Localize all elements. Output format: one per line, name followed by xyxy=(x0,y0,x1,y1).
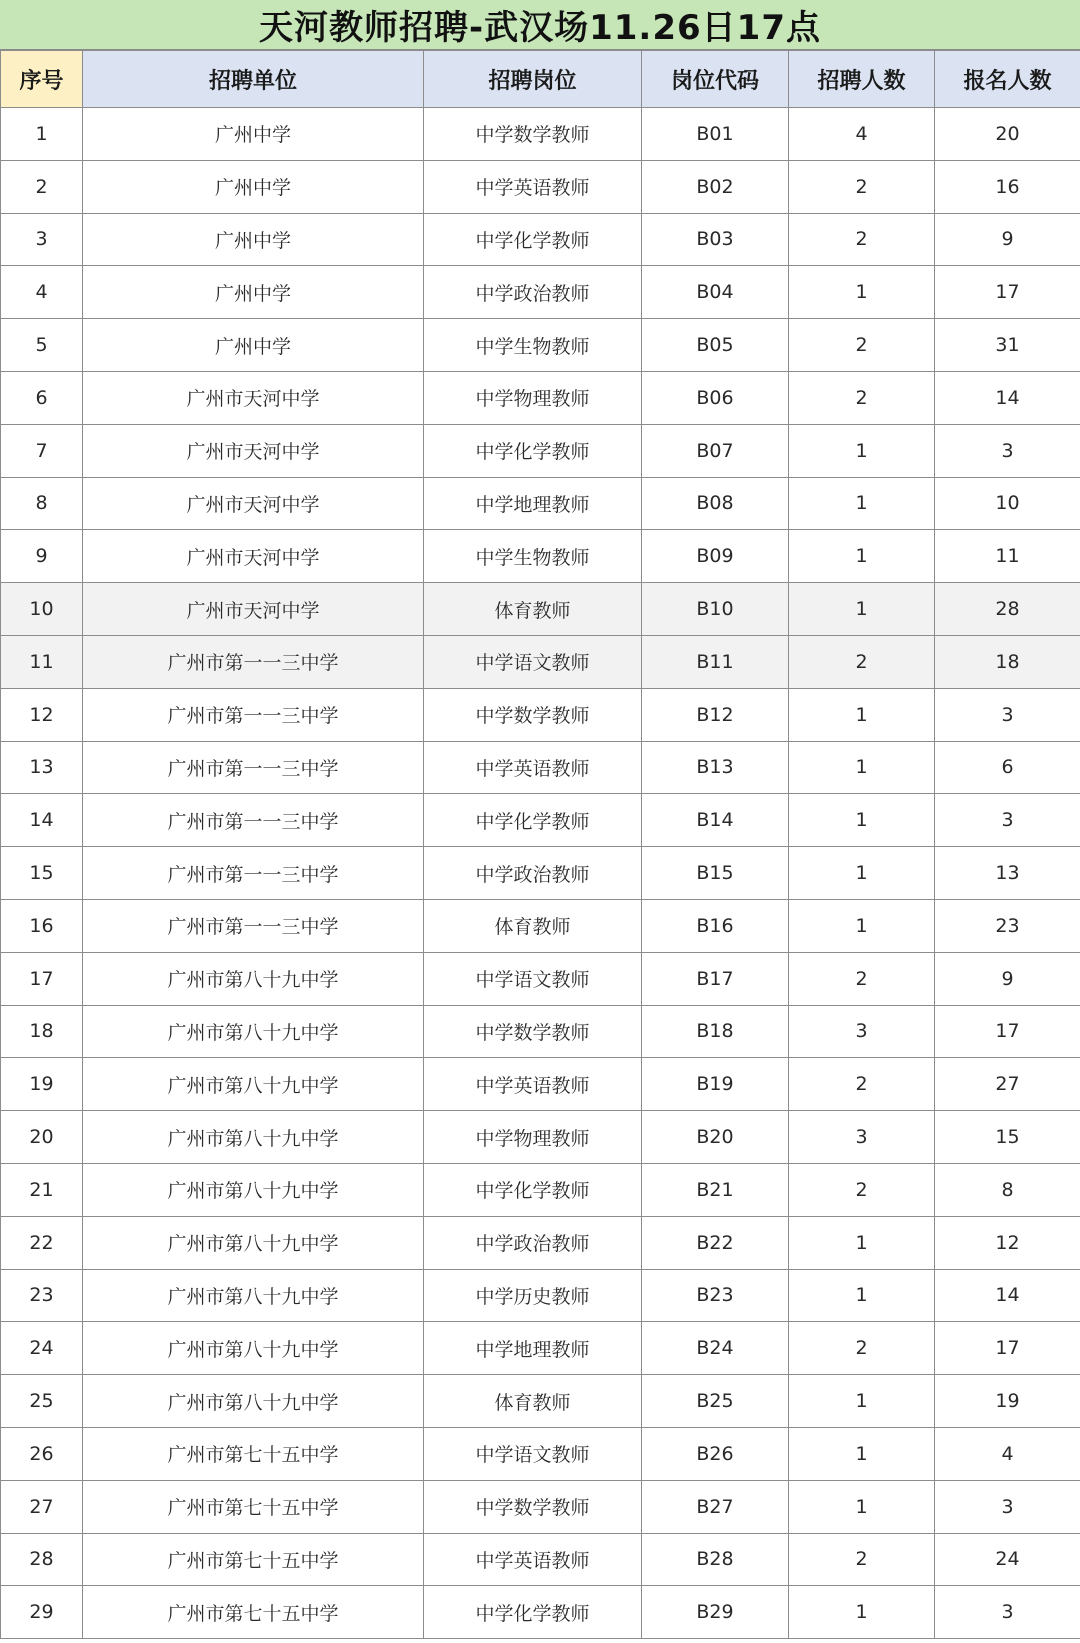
cell-seq: 19 xyxy=(1,1058,83,1111)
cell-code: B06 xyxy=(642,371,789,424)
page-title: 天河教师招聘-武汉场11.26日17点 xyxy=(259,8,821,48)
table-row xyxy=(1,1586,1080,1639)
cell-seq: 3 xyxy=(1,213,83,266)
cell-seq: 28 xyxy=(1,1533,83,1586)
cell-quota: 1 xyxy=(789,1480,935,1533)
cell-quota: 1 xyxy=(789,530,935,583)
cell-code: B25 xyxy=(642,1375,789,1428)
cell-unit: 广州市第七十五中学 xyxy=(83,1533,424,1586)
cell-applicants: 14 xyxy=(935,1269,1080,1322)
table-row xyxy=(1,794,1080,847)
cell-unit: 广州市天河中学 xyxy=(83,530,424,583)
cell-seq: 13 xyxy=(1,741,83,794)
cell-quota: 1 xyxy=(789,899,935,952)
cell-position: 中学数学教师 xyxy=(424,1005,642,1058)
table-row xyxy=(1,319,1080,372)
table-row xyxy=(1,1269,1080,1322)
cell-position: 中学生物教师 xyxy=(424,319,642,372)
cell-code: B11 xyxy=(642,635,789,688)
cell-unit: 广州市第八十九中学 xyxy=(83,1269,424,1322)
table-row xyxy=(1,847,1080,900)
cell-quota: 1 xyxy=(789,688,935,741)
cell-seq: 5 xyxy=(1,319,83,372)
cell-code: B22 xyxy=(642,1216,789,1269)
cell-unit: 广州市第八十九中学 xyxy=(83,1216,424,1269)
table-row xyxy=(1,1005,1080,1058)
column-header-seq: 序号 xyxy=(1,51,83,108)
cell-code: B07 xyxy=(642,424,789,477)
cell-applicants: 19 xyxy=(935,1375,1080,1428)
cell-seq: 18 xyxy=(1,1005,83,1058)
table-row xyxy=(1,1427,1080,1480)
cell-quota: 1 xyxy=(789,1586,935,1639)
cell-unit: 广州中学 xyxy=(83,108,424,161)
cell-code: B03 xyxy=(642,213,789,266)
cell-unit: 广州市第一一三中学 xyxy=(83,688,424,741)
cell-quota: 1 xyxy=(789,266,935,319)
table-row xyxy=(1,108,1080,161)
cell-applicants: 17 xyxy=(935,1005,1080,1058)
cell-quota: 4 xyxy=(789,108,935,161)
cell-position: 中学生物教师 xyxy=(424,530,642,583)
cell-unit: 广州市第八十九中学 xyxy=(83,1322,424,1375)
recruitment-table xyxy=(0,50,1080,1639)
cell-unit: 广州市天河中学 xyxy=(83,371,424,424)
cell-quota: 2 xyxy=(789,1533,935,1586)
cell-code: B19 xyxy=(642,1058,789,1111)
cell-applicants: 15 xyxy=(935,1111,1080,1164)
cell-seq: 27 xyxy=(1,1480,83,1533)
cell-seq: 10 xyxy=(1,583,83,636)
cell-applicants: 27 xyxy=(935,1058,1080,1111)
cell-unit: 广州市第一一三中学 xyxy=(83,741,424,794)
cell-quota: 1 xyxy=(789,424,935,477)
cell-code: B09 xyxy=(642,530,789,583)
cell-code: B26 xyxy=(642,1427,789,1480)
cell-unit: 广州市第七十五中学 xyxy=(83,1427,424,1480)
cell-quota: 1 xyxy=(789,477,935,530)
cell-unit: 广州市第八十九中学 xyxy=(83,1111,424,1164)
cell-applicants: 13 xyxy=(935,847,1080,900)
cell-seq: 14 xyxy=(1,794,83,847)
cell-applicants: 3 xyxy=(935,688,1080,741)
cell-applicants: 9 xyxy=(935,213,1080,266)
table-row xyxy=(1,213,1080,266)
cell-code: B20 xyxy=(642,1111,789,1164)
cell-applicants: 6 xyxy=(935,741,1080,794)
cell-code: B10 xyxy=(642,583,789,636)
cell-seq: 11 xyxy=(1,635,83,688)
table-row xyxy=(1,1375,1080,1428)
cell-applicants: 3 xyxy=(935,1480,1080,1533)
cell-position: 中学英语教师 xyxy=(424,1533,642,1586)
cell-applicants: 9 xyxy=(935,952,1080,1005)
cell-position: 中学英语教师 xyxy=(424,741,642,794)
cell-position: 中学物理教师 xyxy=(424,371,642,424)
cell-unit: 广州市第七十五中学 xyxy=(83,1480,424,1533)
cell-quota: 2 xyxy=(789,1058,935,1111)
cell-quota: 2 xyxy=(789,1322,935,1375)
cell-quota: 3 xyxy=(789,1005,935,1058)
cell-code: B29 xyxy=(642,1586,789,1639)
cell-position: 体育教师 xyxy=(424,583,642,636)
cell-seq: 4 xyxy=(1,266,83,319)
table-row xyxy=(1,477,1080,530)
cell-quota: 2 xyxy=(789,319,935,372)
cell-seq: 8 xyxy=(1,477,83,530)
cell-unit: 广州市第八十九中学 xyxy=(83,952,424,1005)
cell-seq: 25 xyxy=(1,1375,83,1428)
cell-seq: 21 xyxy=(1,1163,83,1216)
cell-seq: 17 xyxy=(1,952,83,1005)
column-header-code: 岗位代码 xyxy=(642,51,789,108)
header-row xyxy=(1,51,1080,108)
cell-quota: 1 xyxy=(789,1375,935,1428)
table-row xyxy=(1,1216,1080,1269)
cell-unit: 广州中学 xyxy=(83,213,424,266)
cell-quota: 1 xyxy=(789,583,935,636)
cell-code: B15 xyxy=(642,847,789,900)
cell-code: B13 xyxy=(642,741,789,794)
cell-applicants: 10 xyxy=(935,477,1080,530)
cell-code: B08 xyxy=(642,477,789,530)
column-header-position: 招聘岗位 xyxy=(424,51,642,108)
cell-position: 中学物理教师 xyxy=(424,1111,642,1164)
cell-unit: 广州中学 xyxy=(83,319,424,372)
table-row xyxy=(1,688,1080,741)
cell-unit: 广州市天河中学 xyxy=(83,424,424,477)
cell-applicants: 8 xyxy=(935,1163,1080,1216)
cell-code: B24 xyxy=(642,1322,789,1375)
table-row xyxy=(1,1533,1080,1586)
cell-position: 中学化学教师 xyxy=(424,213,642,266)
column-header-applicants: 报名人数 xyxy=(935,51,1080,108)
cell-applicants: 20 xyxy=(935,108,1080,161)
cell-code: B04 xyxy=(642,266,789,319)
cell-code: B05 xyxy=(642,319,789,372)
cell-unit: 广州市第一一三中学 xyxy=(83,794,424,847)
cell-seq: 1 xyxy=(1,108,83,161)
table-row xyxy=(1,1322,1080,1375)
cell-applicants: 17 xyxy=(935,266,1080,319)
cell-quota: 1 xyxy=(789,741,935,794)
cell-code: B14 xyxy=(642,794,789,847)
cell-applicants: 23 xyxy=(935,899,1080,952)
table-row xyxy=(1,1480,1080,1533)
cell-applicants: 14 xyxy=(935,371,1080,424)
cell-quota: 3 xyxy=(789,1111,935,1164)
cell-position: 中学历史教师 xyxy=(424,1269,642,1322)
cell-position: 中学语文教师 xyxy=(424,952,642,1005)
cell-position: 中学政治教师 xyxy=(424,266,642,319)
column-header-quota: 招聘人数 xyxy=(789,51,935,108)
cell-code: B21 xyxy=(642,1163,789,1216)
cell-unit: 广州市第一一三中学 xyxy=(83,899,424,952)
table-row xyxy=(1,741,1080,794)
cell-quota: 2 xyxy=(789,213,935,266)
cell-unit: 广州市天河中学 xyxy=(83,583,424,636)
cell-code: B28 xyxy=(642,1533,789,1586)
cell-applicants: 11 xyxy=(935,530,1080,583)
cell-seq: 22 xyxy=(1,1216,83,1269)
title-bar xyxy=(0,0,1080,50)
cell-seq: 16 xyxy=(1,899,83,952)
cell-quota: 2 xyxy=(789,952,935,1005)
cell-applicants: 12 xyxy=(935,1216,1080,1269)
cell-quota: 1 xyxy=(789,1427,935,1480)
table-row xyxy=(1,1163,1080,1216)
cell-quota: 1 xyxy=(789,847,935,900)
table-row xyxy=(1,266,1080,319)
cell-unit: 广州市第七十五中学 xyxy=(83,1586,424,1639)
table-row xyxy=(1,583,1080,636)
cell-position: 中学化学教师 xyxy=(424,424,642,477)
cell-unit: 广州中学 xyxy=(83,160,424,213)
cell-quota: 2 xyxy=(789,635,935,688)
cell-code: B18 xyxy=(642,1005,789,1058)
cell-code: B17 xyxy=(642,952,789,1005)
cell-seq: 6 xyxy=(1,371,83,424)
cell-unit: 广州中学 xyxy=(83,266,424,319)
table-body xyxy=(1,108,1080,1639)
cell-position: 中学地理教师 xyxy=(424,477,642,530)
cell-seq: 23 xyxy=(1,1269,83,1322)
cell-position: 中学英语教师 xyxy=(424,1058,642,1111)
table-row xyxy=(1,1111,1080,1164)
table-row xyxy=(1,424,1080,477)
cell-applicants: 3 xyxy=(935,1586,1080,1639)
cell-unit: 广州市第一一三中学 xyxy=(83,847,424,900)
table-header xyxy=(1,51,1080,108)
table-row xyxy=(1,1058,1080,1111)
cell-seq: 20 xyxy=(1,1111,83,1164)
cell-position: 中学语文教师 xyxy=(424,1427,642,1480)
cell-seq: 15 xyxy=(1,847,83,900)
cell-position: 中学数学教师 xyxy=(424,1480,642,1533)
cell-quota: 2 xyxy=(789,160,935,213)
table-row xyxy=(1,899,1080,952)
cell-position: 中学数学教师 xyxy=(424,688,642,741)
cell-code: B12 xyxy=(642,688,789,741)
cell-position: 中学英语教师 xyxy=(424,160,642,213)
cell-code: B02 xyxy=(642,160,789,213)
cell-seq: 7 xyxy=(1,424,83,477)
cell-code: B01 xyxy=(642,108,789,161)
table-row xyxy=(1,160,1080,213)
cell-position: 中学政治教师 xyxy=(424,1216,642,1269)
cell-applicants: 16 xyxy=(935,160,1080,213)
cell-code: B16 xyxy=(642,899,789,952)
cell-position: 中学数学教师 xyxy=(424,108,642,161)
cell-unit: 广州市第八十九中学 xyxy=(83,1058,424,1111)
cell-applicants: 4 xyxy=(935,1427,1080,1480)
cell-quota: 1 xyxy=(789,794,935,847)
cell-seq: 9 xyxy=(1,530,83,583)
cell-seq: 2 xyxy=(1,160,83,213)
table-row xyxy=(1,530,1080,583)
cell-applicants: 18 xyxy=(935,635,1080,688)
cell-seq: 12 xyxy=(1,688,83,741)
cell-unit: 广州市第八十九中学 xyxy=(83,1375,424,1428)
cell-position: 中学化学教师 xyxy=(424,1586,642,1639)
cell-applicants: 24 xyxy=(935,1533,1080,1586)
cell-unit: 广州市天河中学 xyxy=(83,477,424,530)
cell-quota: 1 xyxy=(789,1216,935,1269)
cell-position: 中学政治教师 xyxy=(424,847,642,900)
cell-position: 中学化学教师 xyxy=(424,794,642,847)
table-row xyxy=(1,371,1080,424)
cell-unit: 广州市第一一三中学 xyxy=(83,635,424,688)
table-row xyxy=(1,635,1080,688)
table-row xyxy=(1,952,1080,1005)
cell-applicants: 17 xyxy=(935,1322,1080,1375)
cell-quota: 1 xyxy=(789,1269,935,1322)
cell-applicants: 31 xyxy=(935,319,1080,372)
cell-position: 体育教师 xyxy=(424,899,642,952)
cell-quota: 2 xyxy=(789,1163,935,1216)
cell-position: 中学化学教师 xyxy=(424,1163,642,1216)
cell-quota: 2 xyxy=(789,371,935,424)
cell-seq: 26 xyxy=(1,1427,83,1480)
cell-applicants: 28 xyxy=(935,583,1080,636)
cell-code: B27 xyxy=(642,1480,789,1533)
cell-unit: 广州市第八十九中学 xyxy=(83,1005,424,1058)
cell-position: 中学地理教师 xyxy=(424,1322,642,1375)
cell-applicants: 3 xyxy=(935,424,1080,477)
cell-seq: 29 xyxy=(1,1586,83,1639)
cell-unit: 广州市第八十九中学 xyxy=(83,1163,424,1216)
cell-position: 中学语文教师 xyxy=(424,635,642,688)
column-header-unit: 招聘单位 xyxy=(83,51,424,108)
cell-code: B23 xyxy=(642,1269,789,1322)
cell-seq: 24 xyxy=(1,1322,83,1375)
cell-applicants: 3 xyxy=(935,794,1080,847)
cell-position: 体育教师 xyxy=(424,1375,642,1428)
